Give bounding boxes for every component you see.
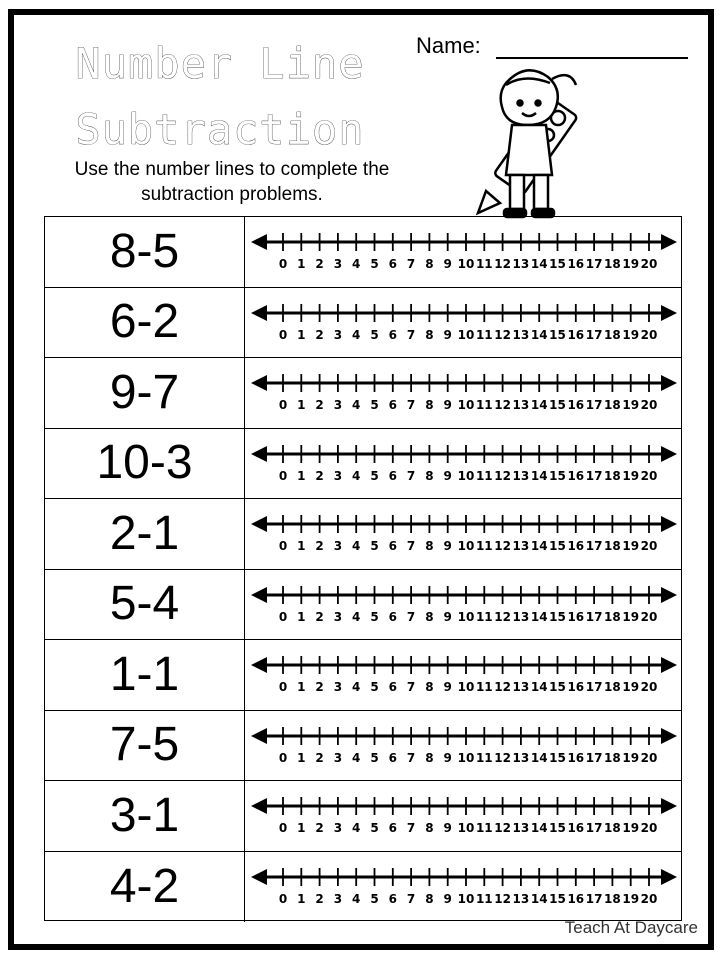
tick-label: 19 xyxy=(622,327,640,342)
tick-label: 9 xyxy=(443,609,452,624)
tick-label: 16 xyxy=(567,539,585,553)
table-row xyxy=(45,570,681,641)
tick-label: 11 xyxy=(475,327,493,342)
tick-label: 20 xyxy=(640,539,658,553)
tick-label: 12 xyxy=(494,398,511,412)
tick-label: 4 xyxy=(352,398,361,412)
tick-label: 20 xyxy=(640,750,658,765)
tick-label: 18 xyxy=(604,327,621,342)
number-line-graphic xyxy=(249,656,679,696)
tick-label: 8 xyxy=(425,609,434,624)
tick-label: 14 xyxy=(530,821,548,835)
number-line[interactable] xyxy=(249,586,679,626)
tick-label: 10 xyxy=(457,539,475,553)
number-line-graphic xyxy=(249,374,679,414)
subtraction-problem: 8-5 xyxy=(45,217,245,287)
tick-label: 4 xyxy=(352,539,361,553)
tick-label: 4 xyxy=(352,327,361,342)
tick-label: 6 xyxy=(388,468,397,483)
subtraction-problem: 5-4 xyxy=(45,570,245,640)
tick-label: 2 xyxy=(315,468,324,483)
tick-label: 6 xyxy=(388,257,397,271)
tick-label: 1 xyxy=(297,821,306,835)
tick-label: 11 xyxy=(475,609,493,624)
tick-label: 14 xyxy=(530,398,548,412)
left-arrow-icon xyxy=(251,587,267,603)
tick-label: 13 xyxy=(512,327,530,342)
tick-label: 19 xyxy=(622,750,640,765)
number-line-graphic xyxy=(249,445,679,485)
tick-label: 13 xyxy=(512,821,530,835)
subtraction-problem: 4-2 xyxy=(45,852,245,923)
tick-label: 0 xyxy=(278,609,288,624)
tick-label: 19 xyxy=(622,609,640,624)
tick-label: 5 xyxy=(370,821,379,835)
tick-label: 11 xyxy=(475,398,493,412)
left-arrow-icon xyxy=(251,657,267,673)
tick-label: 15 xyxy=(549,680,566,694)
tick-label: 15 xyxy=(549,257,566,271)
tick-label: 8 xyxy=(425,257,434,271)
left-arrow-icon xyxy=(251,869,267,885)
tick-label: 9 xyxy=(443,468,452,483)
tick-label: 6 xyxy=(388,680,397,694)
tick-label: 10 xyxy=(457,750,475,765)
tick-label: 9 xyxy=(443,398,452,412)
tick-label: 8 xyxy=(425,327,434,342)
table-row xyxy=(45,852,681,923)
tick-label: 12 xyxy=(494,327,511,342)
tick-label: 20 xyxy=(640,327,658,342)
tick-label: 4 xyxy=(352,609,361,624)
tick-label: 0 xyxy=(278,398,288,412)
tick-label: 11 xyxy=(475,680,493,694)
tick-label: 8 xyxy=(425,821,434,835)
number-line-graphic xyxy=(249,304,679,344)
tick-label: 5 xyxy=(370,468,379,483)
tick-label: 17 xyxy=(585,539,603,553)
tick-label: 9 xyxy=(443,680,452,694)
tick-label: 7 xyxy=(406,257,416,271)
tick-label: 16 xyxy=(567,609,585,624)
tick-label: 0 xyxy=(278,680,288,694)
tick-label: 16 xyxy=(567,821,585,835)
tick-label: 11 xyxy=(475,539,493,553)
subtraction-problem: 2-1 xyxy=(45,499,245,569)
tick-label: 0 xyxy=(278,468,288,483)
tick-label: 20 xyxy=(640,398,658,412)
number-line[interactable] xyxy=(249,727,679,767)
tick-label: 1 xyxy=(297,257,306,271)
tick-label: 17 xyxy=(585,680,603,694)
tick-label: 6 xyxy=(388,821,397,835)
tick-label: 1 xyxy=(297,327,306,342)
tick-label: 14 xyxy=(530,327,548,342)
tick-label: 6 xyxy=(388,539,397,553)
tick-label: 3 xyxy=(333,680,343,694)
tick-label: 4 xyxy=(352,891,361,906)
tick-label: 18 xyxy=(604,891,621,906)
left-arrow-icon xyxy=(251,516,267,532)
tick-label: 8 xyxy=(425,398,434,412)
tick-label: 14 xyxy=(530,750,548,765)
number-line-graphic xyxy=(249,233,679,273)
tick-label: 9 xyxy=(443,750,452,765)
table-row xyxy=(45,288,681,359)
tick-label: 9 xyxy=(443,257,452,271)
tick-label: 9 xyxy=(443,821,452,835)
tick-label: 8 xyxy=(425,468,434,483)
tick-label: 1 xyxy=(297,539,306,553)
tick-label: 18 xyxy=(604,468,621,483)
tick-label: 1 xyxy=(297,609,306,624)
tick-label: 0 xyxy=(278,539,288,553)
tick-label: 3 xyxy=(333,609,343,624)
tick-label: 15 xyxy=(549,750,566,765)
table-row xyxy=(45,781,681,852)
name-input-line[interactable] xyxy=(496,57,688,59)
tick-label: 2 xyxy=(315,680,324,694)
tick-label: 1 xyxy=(297,468,306,483)
number-line[interactable] xyxy=(249,304,679,344)
tick-label: 4 xyxy=(352,821,361,835)
tick-label: 15 xyxy=(549,821,566,835)
subtraction-problem: 10-3 xyxy=(45,429,245,499)
tick-label: 6 xyxy=(388,327,397,342)
tick-label: 11 xyxy=(475,257,493,271)
tick-label: 16 xyxy=(567,398,585,412)
tick-label: 20 xyxy=(640,468,658,483)
left-arrow-icon xyxy=(251,728,267,744)
tick-label: 14 xyxy=(530,609,548,624)
number-line-graphic xyxy=(249,515,679,555)
tick-label: 1 xyxy=(297,680,306,694)
tick-label: 20 xyxy=(640,891,658,906)
subtraction-problem: 6-2 xyxy=(45,288,245,358)
tick-label: 10 xyxy=(457,398,475,412)
worksheet-page xyxy=(8,9,714,950)
table-row xyxy=(45,499,681,570)
tick-label: 4 xyxy=(352,750,361,765)
instructions-text: Use the number lines to complete the subtraction problems. xyxy=(74,159,390,205)
tick-label: 5 xyxy=(370,680,379,694)
tick-label: 17 xyxy=(585,327,603,342)
tick-label: 2 xyxy=(315,821,324,835)
right-arrow-icon xyxy=(661,375,677,391)
tick-label: 10 xyxy=(457,327,475,342)
tick-label: 18 xyxy=(604,257,621,271)
right-arrow-icon xyxy=(661,305,677,321)
tick-label: 18 xyxy=(604,680,621,694)
number-line[interactable] xyxy=(249,797,679,837)
tick-label: 17 xyxy=(585,398,603,412)
tick-label: 7 xyxy=(406,750,416,765)
tick-label: 0 xyxy=(278,750,288,765)
tick-label: 19 xyxy=(622,539,640,553)
tick-label: 5 xyxy=(370,257,379,271)
tick-label: 8 xyxy=(425,750,434,765)
tick-label: 1 xyxy=(297,398,306,412)
tick-label: 11 xyxy=(475,750,493,765)
tick-label: 17 xyxy=(585,891,603,906)
tick-label: 11 xyxy=(475,468,493,483)
tick-label: 10 xyxy=(457,468,475,483)
subtraction-problem: 9-7 xyxy=(45,358,245,428)
table-row xyxy=(45,429,681,500)
tick-label: 10 xyxy=(457,257,475,271)
tick-label: 4 xyxy=(352,468,361,483)
left-arrow-icon xyxy=(251,234,267,250)
tick-label: 3 xyxy=(333,891,343,906)
tick-label: 18 xyxy=(604,821,621,835)
worksheet-title-line1: Number Line xyxy=(75,39,365,88)
tick-label: 18 xyxy=(604,398,621,412)
tick-label: 2 xyxy=(315,750,324,765)
tick-label: 5 xyxy=(370,750,379,765)
tick-label: 3 xyxy=(333,257,343,271)
number-line[interactable] xyxy=(249,445,679,485)
tick-label: 13 xyxy=(512,539,530,553)
right-arrow-icon xyxy=(661,657,677,673)
right-arrow-icon xyxy=(661,446,677,462)
tick-label: 19 xyxy=(622,468,640,483)
tick-label: 17 xyxy=(585,257,603,271)
footer-credit: Teach At Daycare xyxy=(564,918,698,937)
right-arrow-icon xyxy=(661,798,677,814)
subtraction-problem: 7-5 xyxy=(45,711,245,781)
tick-label: 2 xyxy=(315,891,324,906)
table-row xyxy=(45,640,681,711)
tick-label: 10 xyxy=(457,680,475,694)
tick-label: 12 xyxy=(494,891,511,906)
tick-label: 12 xyxy=(494,609,511,624)
tick-label: 8 xyxy=(425,539,434,553)
tick-label: 18 xyxy=(604,609,621,624)
tick-label: 9 xyxy=(443,891,452,906)
tick-label: 6 xyxy=(388,398,397,412)
tick-label: 18 xyxy=(604,539,621,553)
right-arrow-icon xyxy=(661,869,677,885)
tick-label: 19 xyxy=(622,891,640,906)
tick-label: 2 xyxy=(315,398,324,412)
tick-label: 16 xyxy=(567,468,585,483)
tick-label: 0 xyxy=(278,327,288,342)
worksheet-title-line2: Subtraction xyxy=(75,105,365,154)
tick-label: 16 xyxy=(567,327,585,342)
tick-label: 7 xyxy=(406,468,416,483)
tick-label: 16 xyxy=(567,750,585,765)
subtraction-problem: 3-1 xyxy=(45,781,245,851)
tick-label: 8 xyxy=(425,891,434,906)
tick-label: 5 xyxy=(370,539,379,553)
tick-label: 2 xyxy=(315,327,324,342)
tick-label: 7 xyxy=(406,609,416,624)
tick-label: 3 xyxy=(333,750,343,765)
tick-label: 6 xyxy=(388,609,397,624)
tick-label: 9 xyxy=(443,539,452,553)
tick-label: 12 xyxy=(494,750,511,765)
tick-label: 3 xyxy=(333,821,343,835)
number-line[interactable] xyxy=(249,656,679,696)
tick-label: 20 xyxy=(640,821,658,835)
tick-label: 6 xyxy=(388,750,397,765)
tick-label: 20 xyxy=(640,609,658,624)
tick-label: 15 xyxy=(549,609,566,624)
tick-label: 13 xyxy=(512,891,530,906)
tick-label: 5 xyxy=(370,891,379,906)
tick-label: 14 xyxy=(530,891,548,906)
tick-label: 6 xyxy=(388,891,397,906)
tick-label: 1 xyxy=(297,891,306,906)
tick-label: 5 xyxy=(370,398,379,412)
tick-label: 19 xyxy=(622,398,640,412)
tick-label: 16 xyxy=(567,891,585,906)
tick-label: 2 xyxy=(315,609,324,624)
right-arrow-icon xyxy=(661,234,677,250)
tick-label: 7 xyxy=(406,680,416,694)
number-line[interactable] xyxy=(249,515,679,555)
tick-label: 14 xyxy=(530,539,548,553)
left-arrow-icon xyxy=(251,305,267,321)
tick-label: 19 xyxy=(622,821,640,835)
tick-label: 15 xyxy=(549,468,566,483)
girl-with-pencil-illustration xyxy=(466,63,606,223)
tick-label: 2 xyxy=(315,539,324,553)
tick-label: 3 xyxy=(333,539,343,553)
tick-label: 13 xyxy=(512,468,530,483)
right-arrow-icon xyxy=(661,728,677,744)
tick-label: 17 xyxy=(585,609,603,624)
name-label: Name: xyxy=(416,33,481,58)
tick-label: 2 xyxy=(315,257,324,271)
tick-label: 1 xyxy=(297,750,306,765)
number-line[interactable] xyxy=(249,868,679,908)
tick-label: 16 xyxy=(567,680,585,694)
tick-label: 15 xyxy=(549,327,566,342)
number-line[interactable] xyxy=(249,233,679,273)
tick-label: 4 xyxy=(352,257,361,271)
number-line-graphic xyxy=(249,727,679,767)
tick-label: 7 xyxy=(406,891,416,906)
tick-label: 14 xyxy=(530,680,548,694)
tick-label: 7 xyxy=(406,398,416,412)
tick-label: 17 xyxy=(585,821,603,835)
number-line-graphic xyxy=(249,797,679,837)
tick-label: 12 xyxy=(494,468,511,483)
problem-table xyxy=(44,216,682,921)
tick-label: 0 xyxy=(278,821,288,835)
tick-label: 11 xyxy=(475,821,493,835)
number-line[interactable] xyxy=(249,374,679,414)
tick-label: 12 xyxy=(494,680,511,694)
tick-label: 12 xyxy=(494,539,511,553)
right-arrow-icon xyxy=(661,587,677,603)
tick-label: 3 xyxy=(333,398,343,412)
tick-label: 0 xyxy=(278,257,288,271)
left-arrow-icon xyxy=(251,446,267,462)
tick-label: 4 xyxy=(352,680,361,694)
subtraction-problem: 1-1 xyxy=(45,640,245,710)
tick-label: 17 xyxy=(585,750,603,765)
number-line-graphic xyxy=(249,868,679,908)
tick-label: 3 xyxy=(333,327,343,342)
tick-label: 11 xyxy=(475,891,493,906)
number-line-graphic xyxy=(249,586,679,626)
tick-label: 14 xyxy=(530,257,548,271)
table-row xyxy=(45,711,681,782)
tick-label: 13 xyxy=(512,398,530,412)
tick-label: 18 xyxy=(604,750,621,765)
table-row xyxy=(45,217,681,288)
tick-label: 5 xyxy=(370,609,379,624)
tick-label: 20 xyxy=(640,257,658,271)
tick-label: 19 xyxy=(622,680,640,694)
tick-label: 8 xyxy=(425,680,434,694)
tick-label: 19 xyxy=(622,257,640,271)
tick-label: 3 xyxy=(333,468,343,483)
tick-label: 7 xyxy=(406,539,416,553)
tick-label: 15 xyxy=(549,539,566,553)
table-row xyxy=(45,358,681,429)
tick-label: 10 xyxy=(457,891,475,906)
tick-label: 14 xyxy=(530,468,548,483)
tick-label: 20 xyxy=(640,680,658,694)
tick-label: 5 xyxy=(370,327,379,342)
tick-label: 10 xyxy=(457,821,475,835)
tick-label: 13 xyxy=(512,680,530,694)
tick-label: 13 xyxy=(512,609,530,624)
tick-label: 12 xyxy=(494,821,511,835)
tick-label: 9 xyxy=(443,327,452,342)
tick-label: 0 xyxy=(278,891,288,906)
tick-label: 10 xyxy=(457,609,475,624)
left-arrow-icon xyxy=(251,375,267,391)
tick-label: 15 xyxy=(549,891,566,906)
tick-label: 13 xyxy=(512,257,530,271)
tick-label: 13 xyxy=(512,750,530,765)
tick-label: 7 xyxy=(406,327,416,342)
tick-label: 16 xyxy=(567,257,585,271)
tick-label: 12 xyxy=(494,257,511,271)
tick-label: 7 xyxy=(406,821,416,835)
tick-label: 17 xyxy=(585,468,603,483)
right-arrow-icon xyxy=(661,516,677,532)
left-arrow-icon xyxy=(251,798,267,814)
tick-label: 15 xyxy=(549,398,566,412)
